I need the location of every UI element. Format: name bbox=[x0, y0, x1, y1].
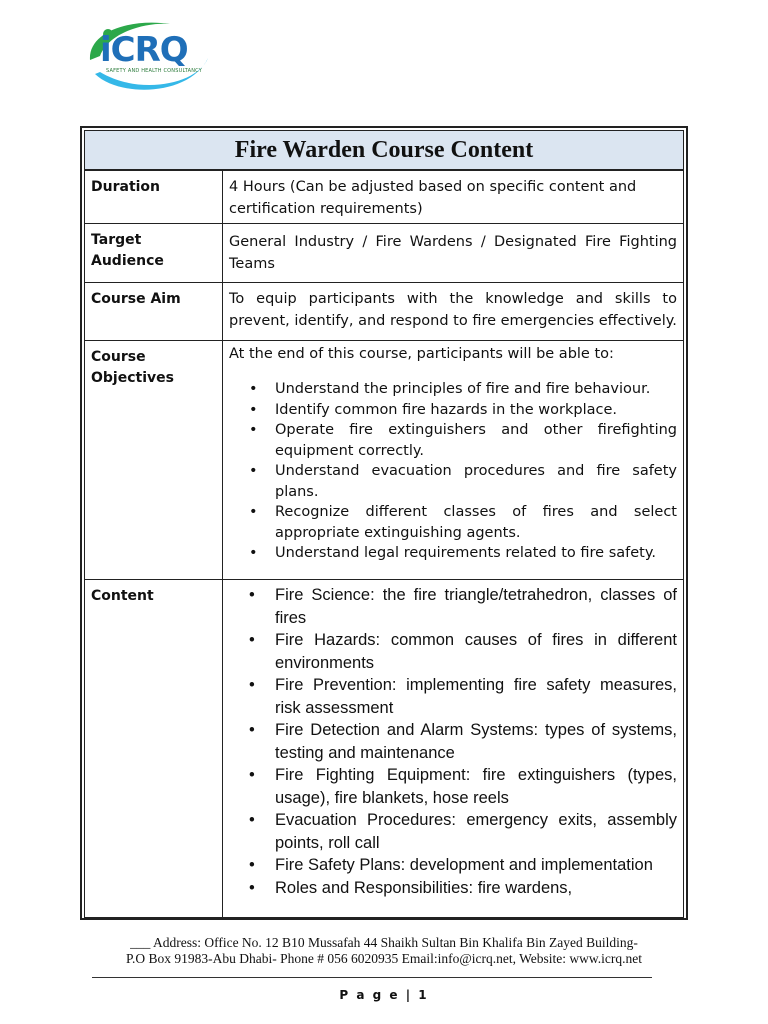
list-item: • Evacuation Procedures: emergency exits, assembly points, roll call bbox=[229, 809, 677, 854]
audience-text: General Industry / Fire Wardens / Designated Fire Fighting Teams bbox=[229, 234, 677, 272]
content-label: Content bbox=[84, 579, 223, 918]
footer-address-line: ___ Address: Office No. 12 B10 Mussafah 44 Shaikh Sultan Bin Khalifa Bin Zayed Building- bbox=[130, 935, 638, 950]
aim-text: To equip participants with the knowledge and skills to prevent, identify, and respond to fire emergencies effectively. bbox=[229, 291, 677, 329]
list-item: • Recognize different classes of fires and select appropriate extinguishing agents. bbox=[229, 502, 677, 543]
list-item: • Fire Prevention: implementing fire safety measures, risk assessment bbox=[229, 674, 677, 719]
duration-text: 4 Hours (Can be adjusted based on specific content and certification requirements) bbox=[229, 179, 637, 217]
page-number: P a g e | 1 bbox=[339, 988, 429, 1002]
objectives-value bbox=[222, 340, 684, 580]
table-title: Fire Warden Course Content bbox=[84, 130, 684, 170]
audience-value bbox=[222, 223, 684, 283]
list-item: • Fire Detection and Alarm Systems: types of systems, testing and maintenance bbox=[229, 719, 677, 764]
list-item: • Understand legal requirements related to fire safety. bbox=[229, 543, 677, 564]
duration-label: Duration bbox=[84, 170, 223, 224]
footer-contact-line: P.O Box 91983-Abu Dhabi- Phone # 056 6020935 Email:info@icrq.net, Website: www.icrq.net bbox=[125, 951, 643, 966]
aim-label: Course Aim bbox=[84, 282, 223, 341]
footer-divider bbox=[92, 977, 652, 978]
logo-tagline: SAFETY AND HEALTH CONSULTANCY bbox=[106, 68, 203, 74]
course-content-table bbox=[80, 126, 688, 920]
list-item: • Identify common fire hazards in the workplace. bbox=[229, 400, 677, 421]
company-logo bbox=[70, 12, 220, 97]
logo-wordmark: iCRQ bbox=[100, 30, 188, 70]
list-item: • Roles and Responsibilities: fire wardens, bbox=[229, 877, 677, 900]
list-item: • Fire Safety Plans: development and implementation bbox=[229, 854, 677, 877]
list-item: • Operate fire extinguishers and other firefighting equipment correctly. bbox=[229, 420, 677, 461]
content-list bbox=[229, 584, 677, 899]
list-item: • Fire Hazards: common causes of fires in different environments bbox=[229, 629, 677, 674]
audience-label: Target Audience bbox=[84, 223, 223, 283]
content-value bbox=[222, 579, 684, 918]
aim-value bbox=[222, 282, 684, 341]
list-item: • Fire Science: the fire triangle/tetrahedron, classes of fires bbox=[229, 584, 677, 629]
objectives-intro: At the end of this course, participants will be able to: bbox=[229, 346, 614, 362]
objectives-label: Course Objectives bbox=[84, 340, 223, 580]
list-item: • Understand the principles of fire and fire behaviour. bbox=[229, 379, 677, 400]
duration-value bbox=[222, 170, 684, 224]
list-item: • Understand evacuation procedures and fire safety plans. bbox=[229, 461, 677, 502]
list-item: • Fire Fighting Equipment: fire extinguishers (types, usage), fire blankets, hose reels bbox=[229, 764, 677, 809]
objectives-list bbox=[229, 379, 677, 564]
